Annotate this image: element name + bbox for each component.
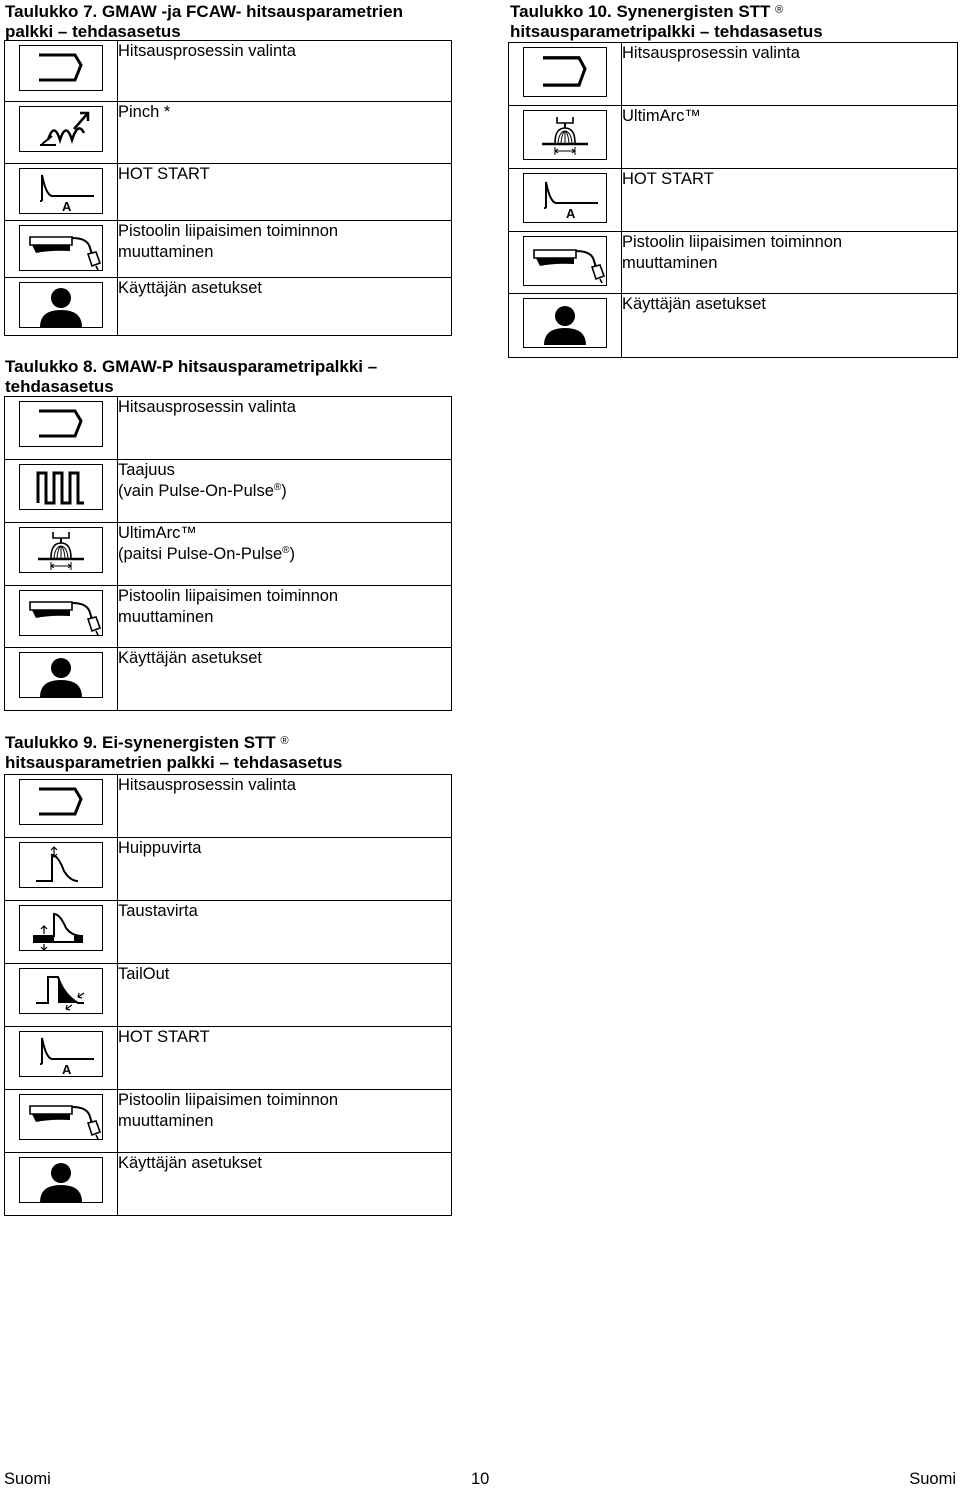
peak-current-icon <box>20 843 102 887</box>
ultimarc-icon <box>524 111 606 159</box>
table-row <box>5 586 452 648</box>
row-label: Pinch * <box>118 102 452 164</box>
row-label: Huippuvirta <box>118 838 452 901</box>
tailout-icon <box>20 969 102 1013</box>
footer-language-left: Suomi <box>4 1470 51 1488</box>
user-icon <box>20 653 102 697</box>
registered-mark: ® <box>775 4 784 16</box>
table-row <box>5 221 452 278</box>
row-label: Hitsausprosessin valinta <box>118 775 452 838</box>
table-8-caption: Taulukko 8. GMAW-P hitsausparametripalkki – tehdasasetus <box>5 357 378 396</box>
row-label: Taustavirta <box>118 901 452 964</box>
table-10-caption: Taulukko 10. Synenergisten STT ® hitsausparametripalkki – tehdasasetus <box>510 2 823 41</box>
row-label: HOT START <box>118 164 452 221</box>
row-label: TailOut <box>118 964 452 1027</box>
table-row <box>5 648 452 711</box>
table-row <box>5 1153 452 1216</box>
table-row <box>5 278 452 336</box>
user-icon <box>524 299 606 347</box>
frequency-pulse-icon <box>20 465 102 509</box>
table-row <box>5 523 452 586</box>
table-row <box>5 460 452 523</box>
row-label: Hitsausprosessin valinta <box>118 397 452 460</box>
user-icon <box>20 283 102 327</box>
process-selection-icon <box>20 402 102 446</box>
row-label: Pistoolin liipaisimen toiminnon muuttaminen <box>118 586 452 648</box>
row-label: HOT START <box>118 1027 452 1090</box>
row-label: Käyttäjän asetukset <box>622 294 958 358</box>
table-10 <box>508 42 958 358</box>
footer-language-right: Suomi <box>909 1470 956 1488</box>
registered-mark: ® <box>273 482 282 493</box>
row-label: Taajuus (vain Pulse-On-Pulse®) <box>118 460 452 523</box>
user-icon <box>20 1158 102 1202</box>
row-label: Hitsausprosessin valinta <box>118 41 452 102</box>
row-label: Käyttäjän asetukset <box>118 1153 452 1216</box>
table-row <box>509 169 958 232</box>
row-label: Pistoolin liipaisimen toiminnon muuttaminen <box>118 1090 452 1153</box>
process-selection-icon <box>20 46 102 90</box>
table-row <box>5 901 452 964</box>
background-current-icon <box>20 906 102 950</box>
ultimarc-icon <box>20 528 102 572</box>
row-label: HOT START <box>622 169 958 232</box>
table-row <box>5 964 452 1027</box>
table-row <box>5 1090 452 1153</box>
table-7-caption: Taulukko 7. GMAW -ja FCAW- hitsausparametrien palkki – tehdasasetus <box>5 2 403 41</box>
torch-trigger-icon <box>20 1095 102 1139</box>
torch-trigger-icon <box>20 591 102 635</box>
table-row <box>509 294 958 358</box>
table-row <box>509 106 958 169</box>
row-label: Pistoolin liipaisimen toiminnon muuttaminen <box>622 232 958 294</box>
row-label: UltimArc™ <box>622 106 958 169</box>
registered-mark: ® <box>280 735 289 747</box>
table-row <box>5 102 452 164</box>
row-label: Hitsausprosessin valinta <box>622 43 958 106</box>
pinch-icon <box>20 107 102 151</box>
row-label: UltimArc™ (paitsi Pulse-On-Pulse®) <box>118 523 452 586</box>
process-selection-icon <box>524 48 606 96</box>
table-row <box>5 397 452 460</box>
table-row <box>5 1027 452 1090</box>
torch-trigger-icon <box>524 237 606 285</box>
torch-trigger-icon <box>20 226 102 270</box>
table-8 <box>4 396 452 711</box>
row-label: Pistoolin liipaisimen toiminnon muuttaminen <box>118 221 452 278</box>
table-row <box>509 232 958 294</box>
table-7 <box>4 40 452 336</box>
table-9-caption: Taulukko 9. Ei-synenergisten STT ® hitsausparametrien palkki – tehdasasetus <box>5 733 343 772</box>
table-row <box>5 775 452 838</box>
process-selection-icon <box>20 780 102 824</box>
table-row <box>509 43 958 106</box>
hot-start-icon <box>20 1032 102 1076</box>
table-row <box>5 164 452 221</box>
hot-start-icon <box>20 169 102 213</box>
table-9 <box>4 774 452 1216</box>
table-row <box>5 41 452 102</box>
row-label: Käyttäjän asetukset <box>118 648 452 711</box>
registered-mark: ® <box>282 545 290 556</box>
hot-start-icon <box>524 174 606 222</box>
row-label: Käyttäjän asetukset <box>118 278 452 336</box>
page-number: 10 <box>471 1470 490 1488</box>
table-row <box>5 838 452 901</box>
